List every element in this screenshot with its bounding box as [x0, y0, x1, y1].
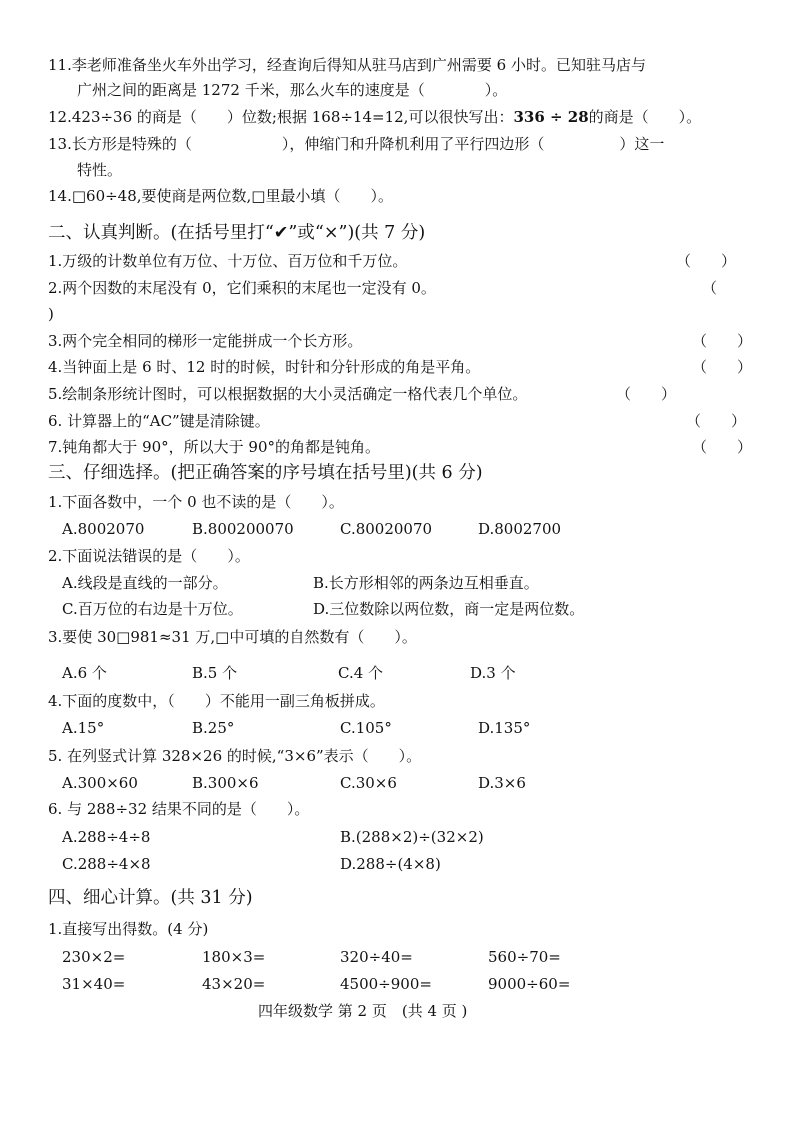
s3-q3-opt-c: C.4 个	[338, 664, 384, 682]
q11-line2: 广州之间的距离是 1272 千米，那么火车的速度是（ ）。	[77, 81, 508, 99]
calc-r1-c3: 320÷40=	[340, 948, 413, 966]
q12-part1: 12.423÷36 的商是（ ）位数;根据 168÷14=12,可以很快写出：	[48, 108, 514, 126]
s2-item5-paren: （ ）	[616, 385, 677, 403]
s3-q6-stem: 6. 与 288÷32 结果不同的是（ ）。	[48, 800, 310, 818]
section3-heading: 三、仔细选择。(把正确答案的序号填在括号里)(共 6 分)	[48, 463, 483, 483]
s3-q5-opt-c: C.30×6	[340, 774, 397, 792]
s3-q4-opt-b: B.25°	[192, 719, 235, 737]
s3-q3-opt-a: A.6 个	[62, 664, 107, 682]
s3-q6-opt-c: C.288÷4×8	[62, 855, 151, 873]
s3-q5-opt-a: A.300×60	[62, 774, 138, 792]
q12	[48, 107, 701, 127]
s2-item1-paren: （ ）	[676, 252, 737, 270]
s3-q2-opt-c: C.百万位的右边是十万位。	[62, 600, 243, 618]
s2-item5: 5.绘制条形统计图时，可以根据数据的大小灵活确定一格代表几个单位。	[48, 385, 528, 403]
s3-q1-opt-b: B.800200070	[192, 520, 294, 538]
s3-q6-opt-b: B.(288×2)÷(32×2)	[340, 828, 484, 846]
s2-item2-paren: （	[702, 279, 718, 297]
s3-q4-opt-c: C.105°	[340, 719, 392, 737]
s3-q3-stem: 3.要使 30□981≈31 万,□中可填的自然数有（ ）。	[48, 628, 417, 646]
calc-r2-c4: 9000÷60=	[488, 975, 571, 993]
calc-r1-c2: 180×3=	[202, 948, 266, 966]
s2-item6-paren: （ ）	[686, 412, 747, 430]
calc-r2-c2: 43×20=	[202, 975, 266, 993]
s3-q3-opt-b: B.5 个	[192, 664, 238, 682]
s3-q5-opt-b: B.300×6	[192, 774, 259, 792]
s2-item2-wrap: )	[48, 305, 54, 323]
s3-q6-opt-a: A.288÷4÷8	[62, 828, 151, 846]
s2-item3-paren: （ ）	[692, 332, 753, 350]
section4-heading: 四、细心计算。(共 31 分)	[48, 888, 253, 908]
s3-q2-opt-d: D.三位数除以两位数，商一定是两位数。	[313, 600, 585, 618]
s3-q1-opt-d: D.8002700	[478, 520, 562, 538]
s2-item2: 2.两个因数的末尾没有 0，它们乘积的末尾也一定没有 0。	[48, 279, 436, 297]
q12-bold-expression: 336 ÷ 28	[513, 108, 589, 126]
page-footer: 四年级数学 第 2 页 (共 4 页 )	[258, 1002, 468, 1020]
calc-r2-c1: 31×40=	[62, 975, 126, 993]
s3-q5-stem: 5. 在列竖式计算 328×26 的时候,“3×6”表示（ ）。	[48, 747, 422, 765]
s2-item4: 4.当钟面上是 6 时、12 时的时候，时针和分针形成的角是平角。	[48, 358, 481, 376]
s3-q6-opt-d: D.288÷(4×8)	[340, 855, 441, 873]
calc-r1-c1: 230×2=	[62, 948, 126, 966]
q14: 14.□60÷48,要使商是两位数,□里最小填（ ）。	[48, 187, 393, 205]
s3-q5-opt-d: D.3×6	[478, 774, 526, 792]
q13-line1: 13.长方形是特殊的（ ），伸缩门和升降机利用了平行四边形（ ）这一	[48, 135, 665, 153]
s3-q2-stem: 2.下面说法错误的是（ ）。	[48, 547, 250, 565]
s3-q2-opt-b: B.长方形相邻的两条边互相垂直。	[313, 574, 539, 592]
s3-q4-stem: 4.下面的度数中，（ ）不能用一副三角板拼成。	[48, 692, 385, 710]
q13-line2: 特性。	[77, 161, 123, 179]
s3-q1-opt-a: A.8002070	[62, 520, 145, 538]
s4-sub1: 1.直接写出得数。(4 分)	[48, 920, 209, 938]
q11-line1: 11.李老师准备坐火车外出学习，经查询后得知从驻马店到广州需要 6 小时。已知驻马店与	[48, 56, 646, 74]
section2-heading: 二、认真判断。(在括号里打“✔”或“×”)(共 7 分)	[48, 223, 426, 243]
s2-item4-paren: （ ）	[692, 358, 753, 376]
s3-q2-opt-a: A.线段是直线的一部分。	[62, 574, 228, 592]
s3-q4-opt-d: D.135°	[478, 719, 531, 737]
s2-item3: 3.两个完全相同的梯形一定能拼成一个长方形。	[48, 332, 363, 350]
s3-q1-opt-c: C.80020070	[340, 520, 433, 538]
s3-q3-opt-d: D.3 个	[470, 664, 516, 682]
s2-item1: 1.万级的计数单位有万位、十万位、百万位和千万位。	[48, 252, 408, 270]
calc-r1-c4: 560÷70=	[488, 948, 561, 966]
s3-q4-opt-a: A.15°	[62, 719, 105, 737]
s2-item6: 6. 计算器上的“AC”键是清除键。	[48, 412, 270, 430]
q12-part2: 的商是（ ）。	[588, 108, 702, 126]
s3-q1-stem: 1.下面各数中，一个 0 也不读的是（ ）。	[48, 493, 344, 511]
s2-item7-paren: （ ）	[692, 438, 753, 456]
calc-r2-c3: 4500÷900=	[340, 975, 432, 993]
s2-item7: 7.钝角都大于 90°，所以大于 90°的角都是钝角。	[48, 438, 381, 456]
